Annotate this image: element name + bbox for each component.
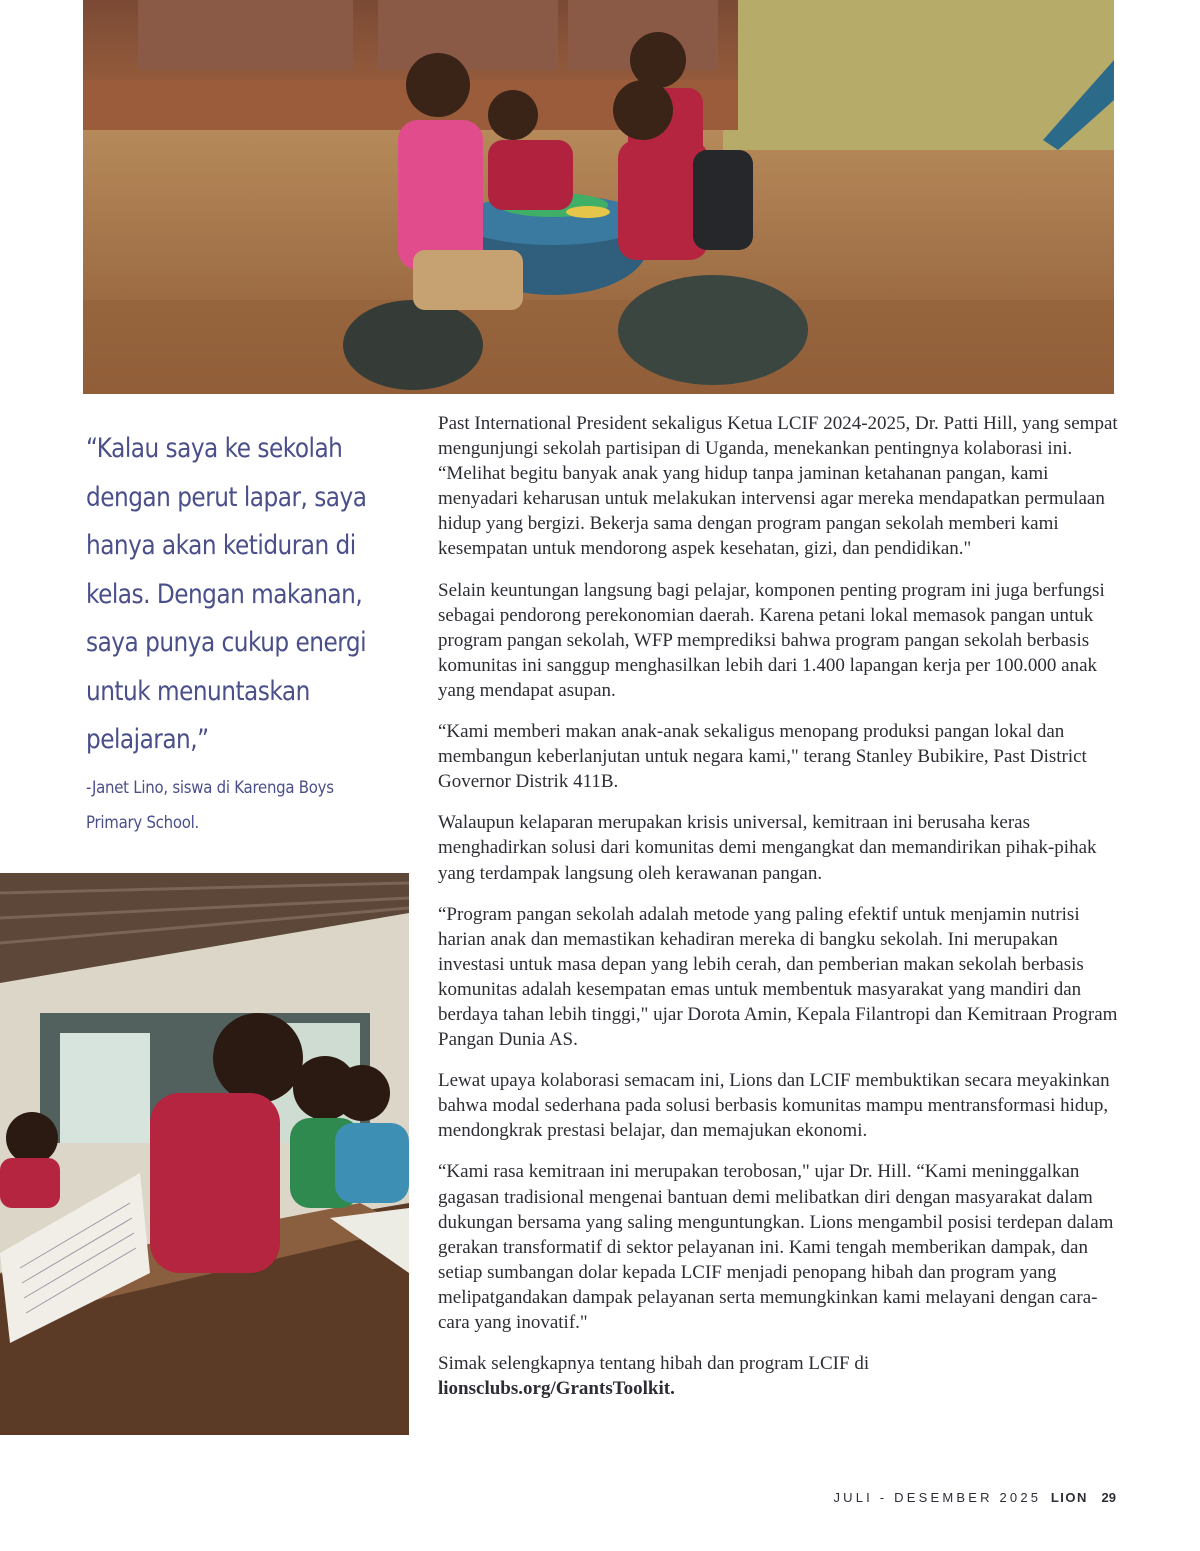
page-footer bbox=[833, 1490, 1116, 1505]
quote-attribution: -Janet Lino, siswa di Karenga Boys Primary School. bbox=[86, 777, 334, 833]
top-photo bbox=[83, 0, 1114, 394]
article-paragraph: Lewat upaya kolaborasi semacam ini, Lions dan LCIF membuktikan secara meyakinkan bahwa modal sederhana pada solusi berbasis komunitas mampu mentransformasi hidup, mendongkrak prestasi belajar, dan memajukan ekonomi. bbox=[438, 1070, 1110, 1142]
pull-quote bbox=[86, 425, 386, 841]
article-body bbox=[438, 411, 1118, 1417]
article-paragraph: Selain keuntungan langsung bagi pelajar, komponen penting program ini juga berfungsi sebagai pendorong perekonomian daerah. Karena petani lokal memasok pangan untuk program pangan sekolah, WFP memprediksi bahwa program pangan sekolah berbasis komunitas ini sanggup menghasilkan lebih dari 1.400 lapangan kerja per 100.000 anak yang mendapat asupan. bbox=[438, 579, 1105, 701]
article-paragraph: “Program pangan sekolah adalah metode yang paling efektif untuk menjamin nutrisi harian anak dan memastikan kehadiran mereka di bangku sekolah. Ini merupakan investasi untuk masa depan yang lebih cerah, dan pemberian makan sekolah berbasis komunitas adalah kesempatan emas untuk membentuk masyarakat yang mandiri dan berdaya tahan lebih tinggi," ujar Dorota Amin, Kepala Filantropi dan Kemitraan Program Pangan Dunia AS. bbox=[438, 903, 1118, 1051]
article-paragraph: Walaupun kelaparan merupakan krisis universal, kemitraan ini berusaha keras menghadirkan solusi dari komunitas demi mengangkat dan memandirikan pihak-pihak yang terdampak langsung oleh kerawanan pangan. bbox=[438, 812, 1097, 884]
classroom-photo bbox=[0, 873, 409, 1435]
article-paragraph: “Kami rasa kemitraan ini merupakan terobosan," ujar Dr. Hill. “Kami meninggalkan gagasan tradisional mengenai bantuan demi melibatkan diri dengan masyarakat dalam dukungan bersama yang saling menguntungkan. Lions mengambil posisi terdepan dalam gerakan transformatif di sektor pelayanan ini. Kami tengah memberikan dampak, dan setiap sumbangan dolar kepada LCIF menjadi penopang hibah dan program yang melipatgandakan dampak pelayanan serta memungkinkan kami melayani dengan cara-cara yang inovatif." bbox=[438, 1161, 1114, 1333]
issue-date: JULI - DESEMBER 2025 bbox=[833, 1490, 1042, 1505]
article-paragraph: “Kami memberi makan anak-anak sekaligus menopang produksi pangan lokal dan membangun keberlanjutan untuk negara kami," terang Stanley Bubikire, Past District Governor Distrik 411B. bbox=[438, 721, 1087, 793]
magazine-name: LION bbox=[1050, 1490, 1088, 1505]
children-eating-photo bbox=[83, 0, 1114, 394]
pupils-writing-photo bbox=[0, 873, 409, 1435]
closing-paragraph bbox=[438, 1351, 1118, 1401]
article-paragraph: Past International President sekaligus Ketua LCIF 2024-2025, Dr. Patti Hill, yang sempat mengunjungi sekolah partisipan di Uganda, menekankan pentingnya kolaborasi ini. “Melihat begitu banyak anak yang hidup tanpa jaminan ketahanan pangan, kami menyadari keharusan untuk melakukan intervensi agar mereka mendapatkan permulaan hidup yang bergizi. Bekerja sama dengan program pangan sekolah memberi kami kesempatan untuk mendorong aspek kesehatan, gizi, dan pendidikan." bbox=[438, 413, 1118, 560]
grants-toolkit-link[interactable]: lionsclubs.org/GrantsToolkit. bbox=[438, 1378, 675, 1400]
closing-text: Simak selengkapnya tentang hibah dan program LCIF di bbox=[438, 1353, 870, 1375]
quote-text: “Kalau saya ke sekolah dengan perut lapar, saya hanya akan ketiduran di kelas. Dengan makanan, saya punya cukup energi untuk menuntaskan pelajaran,” bbox=[86, 433, 367, 755]
page-number: 29 bbox=[1101, 1490, 1116, 1505]
